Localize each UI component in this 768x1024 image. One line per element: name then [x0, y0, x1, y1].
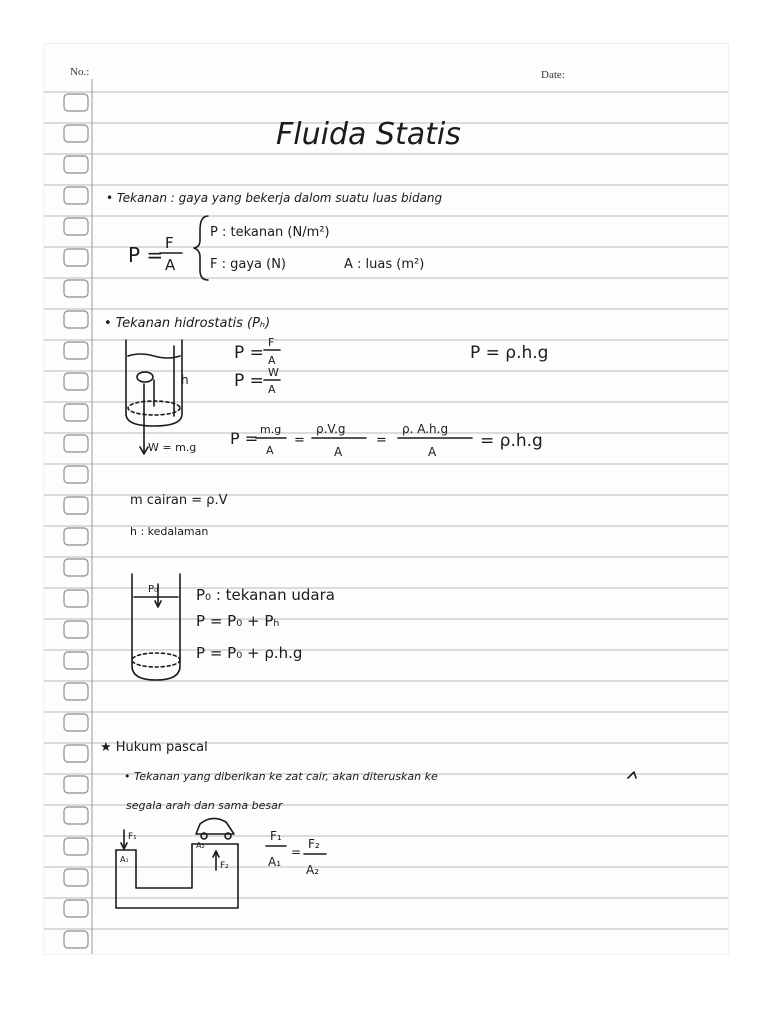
- checkbox: [64, 249, 88, 266]
- checkbox: [64, 156, 88, 173]
- h-label: h: [181, 373, 189, 387]
- def-p0: P₀ : tekanan udara: [196, 586, 335, 604]
- tekanan-heading: • Tekanan : gaya yang bekerja dalom suatu luas bidang: [106, 191, 443, 205]
- def-gaya: F : gaya (N): [210, 257, 287, 272]
- udara-eq1: P = P₀ + Pₕ: [196, 612, 280, 630]
- checkbox: [64, 497, 88, 514]
- def-luas: A : luas (m²): [344, 257, 425, 272]
- checkbox: [64, 900, 88, 917]
- container-drawing: [126, 340, 182, 454]
- page-title: Fluida Statis: [276, 117, 461, 152]
- frac-f1: F₁: [270, 829, 282, 843]
- pen-mark: [628, 772, 636, 778]
- checkbox: [64, 218, 88, 235]
- chain-n1: m.g: [260, 423, 282, 436]
- checkbox: [64, 745, 88, 762]
- checkbox: [64, 311, 88, 328]
- checkbox: [64, 342, 88, 359]
- hidrostatis-result: P = ρ.h.g: [470, 343, 549, 363]
- chain-end: = ρ.h.g: [480, 431, 543, 451]
- a1-label: A₁: [120, 855, 129, 864]
- tekanan-formula-lhs: P =: [128, 243, 164, 267]
- date-label: Date:: [541, 69, 565, 81]
- weight-label: W = m.g: [148, 441, 197, 454]
- checkbox: [64, 869, 88, 886]
- chain-d3: A: [428, 445, 437, 459]
- checkbox: [64, 621, 88, 638]
- checkbox: [64, 280, 88, 297]
- chain-n2: ρ.V.g: [316, 422, 346, 436]
- checkbox: [64, 187, 88, 204]
- m-cairan: m cairan = ρ.V: [130, 493, 228, 508]
- pascal-line1: • Tekanan yang diberikan ke zat cair, akan diteruskan ke: [124, 770, 438, 783]
- h-kedalaman: h : kedalaman: [130, 525, 209, 538]
- notebook-page: [44, 44, 728, 954]
- frac-a2: A₂: [306, 863, 320, 877]
- checkbox: [64, 590, 88, 607]
- checkbox: [64, 125, 88, 142]
- hidrostatis-heading: • Tekanan hidrostatis (Pₕ): [104, 316, 271, 331]
- checkbox: [64, 776, 88, 793]
- chain-eq-1: =: [294, 433, 305, 448]
- checkbox: [64, 683, 88, 700]
- checkbox: [64, 466, 88, 483]
- checkbox: [64, 714, 88, 731]
- page-canvas: [44, 44, 728, 954]
- pascal-line2: segala arah dan sama besar: [126, 799, 283, 812]
- f2-label: F₂: [220, 861, 229, 871]
- checkbox: [64, 931, 88, 948]
- checkbox: [64, 838, 88, 855]
- frac-eq: =: [291, 845, 302, 859]
- chain-d1: A: [266, 444, 274, 457]
- eq2-num: W: [268, 366, 279, 379]
- checkbox: [64, 528, 88, 545]
- checkbox-column: [64, 94, 88, 948]
- checkbox: [64, 435, 88, 452]
- f1-label: F₁: [128, 832, 137, 842]
- eq1-den: A: [268, 354, 276, 367]
- checkbox: [64, 652, 88, 669]
- no-label: No.:: [70, 66, 90, 78]
- a2-label: A₂: [196, 841, 205, 850]
- eq1-lhs: P =: [234, 343, 264, 363]
- chain-lhs: P =: [230, 429, 259, 448]
- chain-n3: ρ. A.h.g: [402, 422, 449, 436]
- def-tekanan: P : tekanan (N/m²): [210, 225, 330, 240]
- tekanan-formula-f: F: [165, 234, 174, 252]
- chain-d2: A: [334, 445, 343, 459]
- chain-eq-2: =: [376, 433, 387, 448]
- eq2-lhs: P =: [234, 371, 264, 391]
- eq1-num: F: [268, 336, 275, 349]
- checkbox: [64, 94, 88, 111]
- p0-tube-label: P₀: [148, 584, 159, 595]
- checkbox: [64, 559, 88, 576]
- frac-a1: A₁: [268, 855, 282, 869]
- udara-eq2: P = P₀ + ρ.h.g: [196, 644, 303, 662]
- tekanan-formula-a: A: [165, 256, 176, 274]
- checkbox: [64, 404, 88, 421]
- checkbox: [64, 373, 88, 390]
- eq2-den: A: [268, 383, 276, 396]
- checkbox: [64, 807, 88, 824]
- curly-brace: [194, 216, 208, 280]
- frac-f2: F₂: [308, 837, 320, 851]
- pascal-heading: ★ Hukum pascal: [100, 740, 208, 755]
